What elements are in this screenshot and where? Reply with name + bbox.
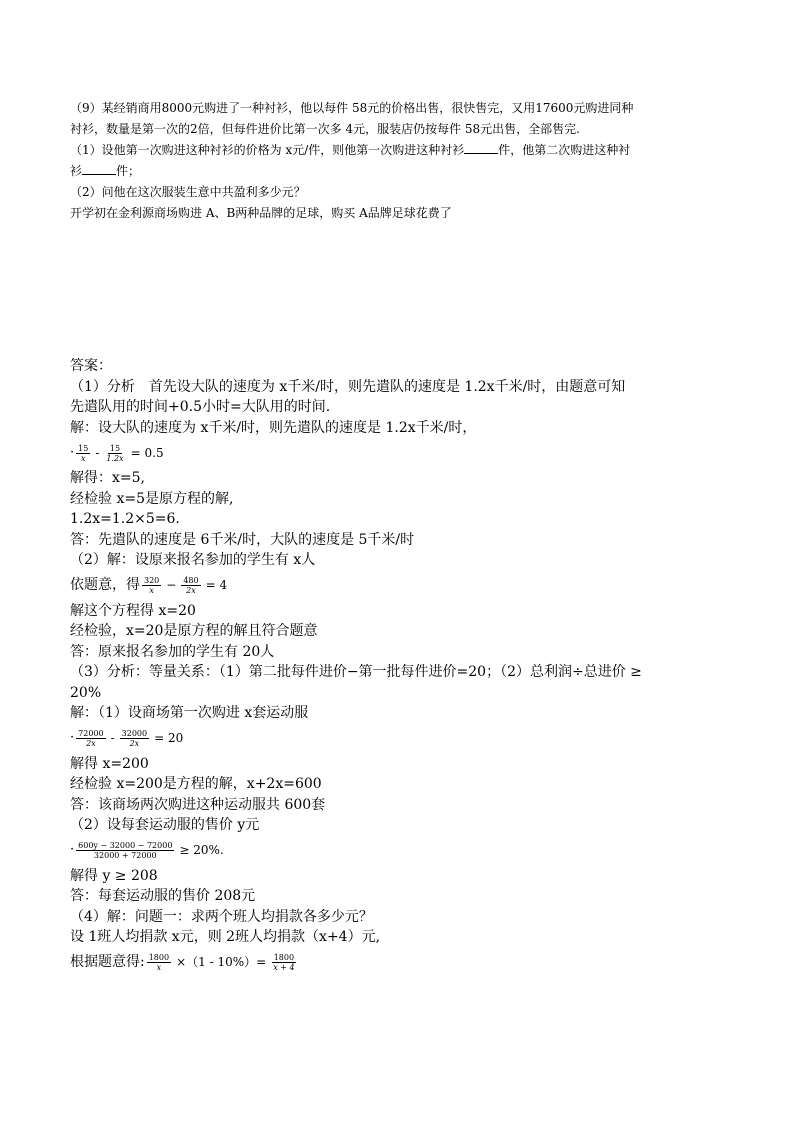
numerator: 32000	[121, 729, 148, 738]
equation-lead: ·	[70, 730, 75, 746]
numerator: 480	[183, 576, 199, 585]
answer-line: （1）分析 首先设大队的速度为 x千米/时，则先遣队的速度是 1.2x千米/时，由题意可知	[70, 378, 626, 395]
question-text: （1）设他第一次购进这种衬衫的价格为 x元/件，则他第一次购进这种衬衫	[70, 143, 465, 157]
answer-line: 解：设大队的速度为 x千米/时，则先遣队的速度是 1.2x千米/时，	[70, 419, 477, 436]
equation-middle: ×（1 - 10%）=	[176, 955, 267, 970]
equation	[70, 836, 730, 866]
numerator: 15	[109, 443, 121, 453]
fraction	[76, 729, 105, 748]
answer-line: 答：先遣队的速度是 6千米/时，大队的速度是 5千米/时	[70, 531, 415, 548]
answer-line: 答：该商场两次购进这种运动服共 600套	[70, 796, 326, 813]
operator: -	[110, 731, 115, 746]
numerator: 320	[144, 576, 160, 585]
fraction	[181, 576, 200, 595]
answer-label: 答案：	[70, 358, 112, 374]
answer-line: （3）分析：等量关系：（1）第二批每件进价−第一批每件进价=20；（2）总利润÷总进价 ≥	[70, 664, 642, 680]
equation-rhs: = 0.5	[130, 445, 164, 460]
answer-line: 1.2x=1.2×5=6.	[70, 511, 180, 527]
denominator: 2x	[86, 739, 96, 748]
answer-line: 经检验 x=200是方程的解，x+2x=600	[70, 776, 322, 792]
answer-line: 解得 x=200	[70, 755, 149, 772]
equation-lead: ·	[70, 444, 75, 460]
denominator: x + 4	[273, 963, 295, 972]
answer-line: 解得 y ≥ 208	[70, 867, 158, 884]
numerator: 72000	[78, 729, 104, 738]
equation-lead: 依题意，得	[70, 577, 140, 594]
answer-line: 设 1班人均捐款 x元，则 2班人均捐款（x+4）元,	[70, 929, 381, 945]
numerator: 1800	[148, 953, 170, 962]
numerator: 15	[78, 443, 89, 453]
fraction	[76, 841, 174, 860]
numerator: 600y − 32000 − 72000	[78, 841, 173, 850]
denominator: x	[156, 963, 162, 972]
question-text: 件；	[116, 164, 141, 178]
question-text: 衫	[70, 164, 83, 178]
answer-line: （2）设每套运动服的售价 y元	[70, 817, 260, 833]
fraction	[120, 729, 149, 748]
answer-line: 解：（1）设商场第一次购进 x套运动服	[70, 705, 309, 721]
answer-line: 经检验，x=20是原方程的解且符合题意	[70, 623, 318, 639]
answer-line: （2）解：设原来报名参加的学生有 x人	[70, 552, 316, 568]
denominator: x	[149, 586, 154, 595]
answer-line: 经检验 x=5是原方程的解,	[70, 490, 234, 507]
question-line: 开学初在金利源商场购进 A、B两种品牌的足球，购买 A品牌足球花费了	[70, 206, 452, 220]
answer-blank[interactable]	[464, 141, 498, 154]
answer-blank[interactable]	[82, 162, 116, 175]
denominator: x	[80, 453, 86, 463]
denominator: 2x	[186, 586, 196, 595]
operator: −	[166, 578, 177, 593]
question-line	[70, 140, 730, 161]
denominator: 2x	[129, 739, 140, 748]
fraction	[76, 444, 90, 463]
blank-space	[70, 224, 730, 356]
fraction	[142, 576, 161, 595]
answer-line: 解这个方程得 x=20	[70, 602, 196, 619]
question-line: 衬衫，数量是第一次的2倍，但每件进价比第一次多 4元，服装店仍按每件 58元出售，全部售完.	[70, 122, 580, 136]
answer-line: （4）解：问题一：求两个班人均捐款各多少元？	[70, 908, 373, 925]
denominator: 1.2x	[106, 453, 124, 463]
question-line: （9）某经销商用8000元购进了一种衬衫，他以每件 58元的价格出售，很快售完，又用17600元购进同种	[70, 101, 634, 115]
equation	[70, 724, 730, 754]
operator: -	[95, 445, 100, 460]
fraction	[104, 444, 125, 463]
answer-line: 先遣队用的时间+0.5小时=大队用的时间.	[70, 399, 331, 415]
document-page	[70, 98, 730, 978]
question-block	[70, 98, 730, 224]
answer-line: 解得：x=5,	[70, 470, 145, 486]
question-line: （2）问他在这次服装生意中共盈利多少元？	[70, 185, 306, 199]
fraction	[271, 953, 296, 972]
equation-lead: 根据题意得:	[70, 954, 145, 971]
equation-rhs: = 4	[205, 578, 228, 593]
denominator: 32000 + 72000	[93, 851, 157, 860]
answer-line: 答：每套运动服的售价 208元	[70, 888, 256, 904]
answer-line: 20%	[70, 684, 102, 701]
answer-line: 答：原来报名参加的学生有 20人	[70, 643, 275, 660]
equation	[70, 571, 730, 601]
question-line	[70, 161, 730, 182]
question-text: 件，他第二次购进这种衬	[498, 143, 631, 157]
equation	[70, 948, 730, 978]
numerator: 1800	[273, 953, 295, 962]
answer-block	[70, 356, 730, 978]
fraction	[147, 953, 171, 972]
equation-lead: ·	[70, 842, 75, 858]
equation-rhs: = 20	[154, 731, 184, 746]
equation	[70, 438, 730, 468]
equation-rhs: ≥ 20%.	[179, 843, 224, 858]
